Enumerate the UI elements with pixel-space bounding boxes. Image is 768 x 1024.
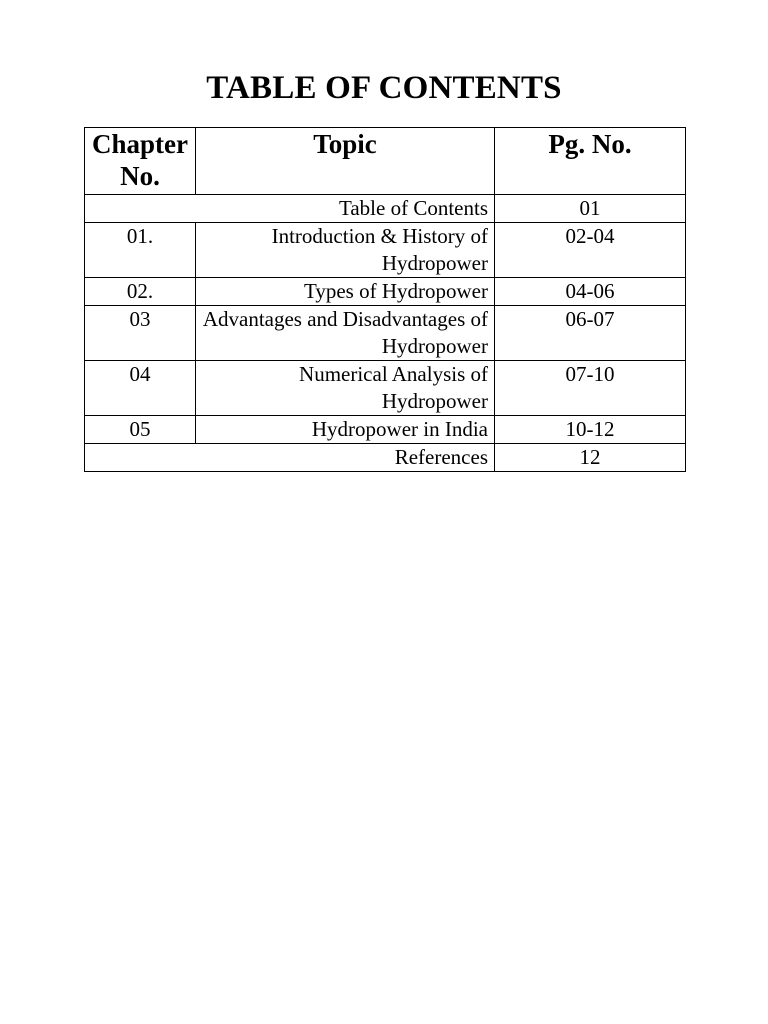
table-row — [85, 223, 686, 278]
toc-chapter: 02. — [85, 278, 196, 306]
toc-topic: Table of Contents — [85, 195, 495, 223]
page-title: TABLE OF CONTENTS — [206, 70, 562, 106]
toc-topic: Types of Hydropower — [196, 278, 495, 306]
header-topic: Topic — [196, 128, 495, 195]
toc-topic: Hydropower in India — [196, 416, 495, 444]
table-header-row — [85, 128, 686, 195]
table-of-contents — [84, 127, 686, 472]
toc-chapter: 05 — [85, 416, 196, 444]
toc-chapter: 01. — [85, 223, 196, 278]
toc-chapter: 04 — [85, 361, 196, 416]
table-row — [85, 416, 686, 444]
toc-page: 04-06 — [495, 278, 686, 306]
toc-topic: Numerical Analysis of Hydropower — [196, 361, 495, 416]
toc-topic: Advantages and Disadvantages of Hydropower — [196, 306, 495, 361]
toc-chapter: 03 — [85, 306, 196, 361]
table-row — [85, 278, 686, 306]
toc-page: 02-04 — [495, 223, 686, 278]
toc-page: 07-10 — [495, 361, 686, 416]
toc-page: 12 — [495, 444, 686, 472]
toc-page: 06-07 — [495, 306, 686, 361]
toc-topic: Introduction & History of Hydropower — [196, 223, 495, 278]
toc-page: 10-12 — [495, 416, 686, 444]
table-row — [85, 195, 686, 223]
table-row — [85, 306, 686, 361]
toc-page: 01 — [495, 195, 686, 223]
toc-topic: References — [85, 444, 495, 472]
header-page: Pg. No. — [495, 128, 686, 195]
table-row — [85, 361, 686, 416]
table-row — [85, 444, 686, 472]
header-chapter: Chapter No. — [85, 128, 196, 195]
